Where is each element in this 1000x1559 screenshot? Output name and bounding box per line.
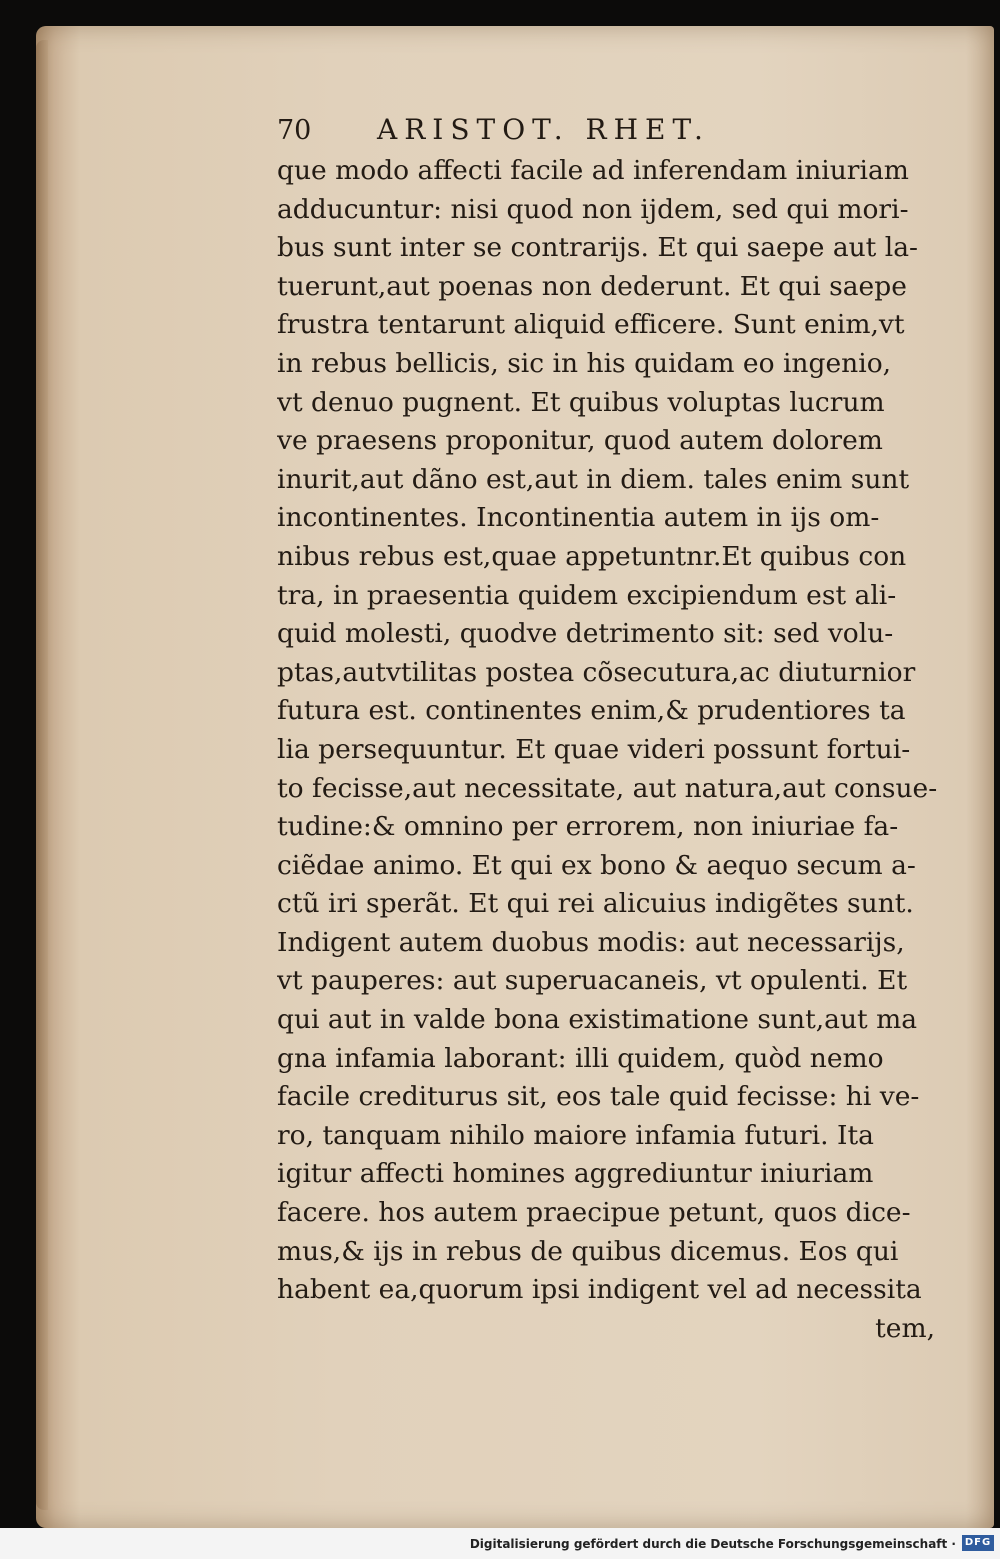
text-line: que modo affecti facile ad inferendam iniuriam xyxy=(277,155,909,186)
text-line: facile crediturus sit, eos tale quid fecisse: hi ve- xyxy=(277,1081,920,1113)
text-line: qui aut in valde bona existimatione sunt,aut ma xyxy=(277,1004,918,1036)
text-line: quid molesti, quodve detrimento sit: sed volu- xyxy=(277,618,894,650)
text-block xyxy=(277,108,949,1348)
text-line: futura est. continentes enim,& prudentiores ta xyxy=(277,695,906,727)
text-line: incontinentes. Incontinentia autem in ijs om- xyxy=(277,502,880,534)
text-line: bus sunt inter se contrarijs. Et qui saepe aut la- xyxy=(277,232,918,264)
digitization-footer xyxy=(0,1528,1000,1559)
text-line: nibus rebus est,quae appetuntnr.Et quibus con xyxy=(277,540,907,572)
text-line: tudine:& omnino per errorem, non iniuriae fa- xyxy=(277,811,899,843)
text-line: Indigent autem duobus modis: aut necessarijs, xyxy=(277,926,905,958)
text-line: ve praesens proponitur, quod autem dolorem xyxy=(277,425,883,457)
page-number: 70 xyxy=(277,115,312,146)
page-header xyxy=(277,108,949,152)
text-line: lia persequuntur. Et quae videri possunt fortui- xyxy=(277,733,911,765)
running-title: ARISTOT. RHET. xyxy=(377,113,710,146)
text-line: tuerunt,aut poenas non dederunt. Et qui saepe xyxy=(277,270,907,302)
text-line: frustra tentarunt aliquid efficere. Sunt enim,vt xyxy=(277,309,905,341)
funding-credit: Digitalisierung gefördert durch die Deutsche Forschungsgemeinschaft · xyxy=(469,1537,956,1551)
text-line: habent ea,quorum ipsi indigent vel ad necessita xyxy=(277,1274,922,1306)
text-line: facere. hos autem praecipue petunt, quos dice- xyxy=(277,1197,911,1229)
text-line: ro, tanquam nihilo maiore infamia futuri. Ita xyxy=(277,1119,874,1151)
page-edge-shadow xyxy=(36,40,48,1510)
text-line: ctũ iri sperãt. Et qui rei alicuius indigẽtes sunt. xyxy=(277,888,914,920)
text-line: mus,& ijs in rebus de quibus dicemus. Eos qui xyxy=(277,1235,899,1267)
text-line: ciẽdae animo. Et qui ex bono & aequo secum a- xyxy=(277,849,916,881)
dfg-logo: DFG xyxy=(962,1535,994,1551)
text-line: vt pauperes: aut superuacaneis, vt opulenti. Et xyxy=(277,965,908,997)
text-line: to fecisse,aut necessitate, aut natura,aut consue- xyxy=(277,772,938,804)
text-line: adducuntur: nisi quod non ijdem, sed qui mori- xyxy=(277,193,909,225)
text-line: gna infamia laborant: illi quidem, quòd nemo xyxy=(277,1042,884,1074)
text-line: tra, in praesentia quidem excipiendum est ali- xyxy=(277,579,897,611)
text-line: vt denuo pugnent. Et quibus voluptas lucrum xyxy=(277,386,885,418)
catchword: tem, xyxy=(875,1312,935,1344)
text-line: ptas,autvtilitas postea cõsecutura,ac diuturnior xyxy=(277,656,916,688)
text-line: inurit,aut dãno est,aut in diem. tales enim sunt xyxy=(277,463,910,495)
text-line: igitur affecti homines aggrediuntur iniuriam xyxy=(277,1158,874,1190)
text-line: in rebus bellicis, sic in his quidam eo ingenio, xyxy=(277,347,892,379)
